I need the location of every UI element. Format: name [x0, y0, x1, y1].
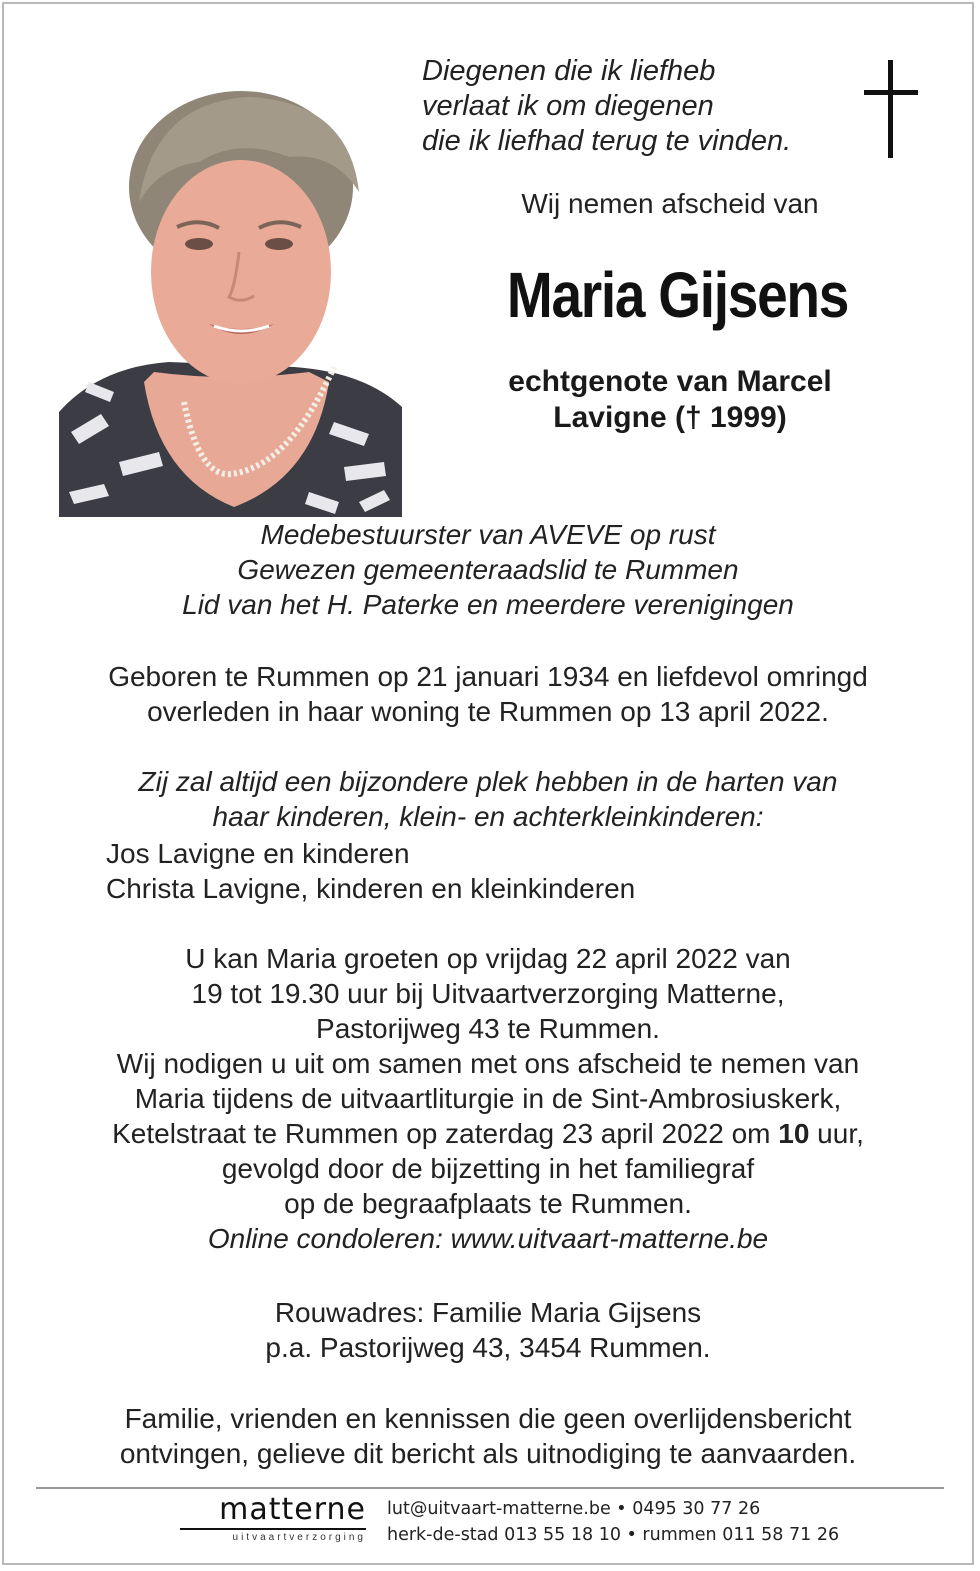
family-intro-line: Zij zal altijd een bijzondere plek hebben in de harten van — [138, 766, 838, 797]
memorial-quote — [422, 54, 862, 159]
visitation-line: Pastorijweg 43 te Rummen. — [316, 1013, 660, 1044]
burial-line: op de begraafplaats te Rummen. — [284, 1188, 692, 1219]
family-intro-line: haar kinderen, klein- en achterkleinkinderen: — [212, 801, 764, 832]
visitation-line: 19 tot 19.30 uur bij Uitvaartverzorging Matterne, — [191, 978, 785, 1009]
online-condolence: Online condoleren: www.uitvaart-matterne.be — [207, 1223, 769, 1254]
portrait-photo — [59, 82, 402, 517]
roles-block — [30, 517, 946, 622]
closing-line: Familie, vrienden en kennissen die geen overlijdensbericht — [124, 1403, 852, 1434]
brand-subtitle: uitvaartverzorging — [232, 1532, 366, 1543]
spouse-line: Lavigne († 1999) — [553, 401, 787, 434]
service-hour: 10 — [778, 1118, 810, 1149]
birth-death-line: Geboren te Rummen op 21 januari 1934 en liefdevol omringd — [108, 661, 868, 692]
address-line: p.a. Pastorijweg 43, 3454 Rummen. — [265, 1332, 711, 1363]
quote-line: die ik liefhad terug te vinden. — [422, 125, 792, 157]
service-text: Ketelstraat te Rummen op zaterdag 23 april 2022 om — [112, 1118, 779, 1149]
visitation-line: Maria tijdens de uitvaartliturgie in de Sint-Ambrosiuskerk, — [134, 1083, 842, 1114]
role-line: Gewezen gemeenteraadslid te Rummen — [237, 554, 739, 585]
contact-line: herk-de-stad 013 55 18 10 • rummen 011 58 71 26 — [387, 1525, 840, 1545]
quote-line: Diegenen die ik liefheb — [422, 55, 716, 87]
farewell-intro: Wij nemen afscheid van — [521, 188, 819, 219]
birth-death-line: overleden in haar woning te Rummen op 13 april 2022. — [147, 696, 829, 727]
funeral-info-block — [30, 941, 946, 1256]
address-line: Rouwadres: Familie Maria Gijsens — [274, 1297, 702, 1328]
footer-divider — [36, 1487, 944, 1489]
burial-line: gevolgd door de bijzetting in het familiegraf — [221, 1153, 755, 1184]
quote-line: verlaat ik om diegenen — [422, 90, 714, 122]
family-intro-block — [30, 764, 946, 834]
service-line — [30, 1116, 946, 1151]
deceased-name: Maria Gijsens — [506, 259, 849, 331]
contact-line: lut@uitvaart-matterne.be • 0495 30 77 26 — [387, 1499, 761, 1519]
brand-logo: matterne — [219, 1492, 366, 1527]
address-block — [30, 1295, 946, 1365]
role-line: Lid van het H. Paterke en meerdere verenigingen — [182, 589, 794, 620]
closing-line: ontvingen, gelieve dit bericht als uitnodiging te aanvaarden. — [119, 1438, 857, 1469]
birth-death-block — [30, 659, 946, 729]
child-line: Christa Lavigne, kinderen en kleinkinderen — [106, 873, 636, 904]
child-line: Jos Lavigne en kinderen — [106, 838, 410, 869]
visitation-line: U kan Maria groeten op vrijdag 22 april 2022 van — [185, 943, 791, 974]
cross-icon — [862, 60, 920, 158]
closing-block — [30, 1401, 946, 1471]
brand-underline — [180, 1528, 366, 1530]
children-list — [106, 836, 635, 906]
contact-info — [387, 1496, 839, 1548]
visitation-line: Wij nodigen u uit om samen met ons afscheid te nemen van — [116, 1048, 860, 1079]
spouse-info — [440, 364, 900, 436]
service-text: uur, — [809, 1118, 864, 1149]
spouse-line: echtgenote van Marcel — [508, 365, 832, 398]
role-line: Medebestuurster van AVEVE op rust — [260, 519, 716, 550]
